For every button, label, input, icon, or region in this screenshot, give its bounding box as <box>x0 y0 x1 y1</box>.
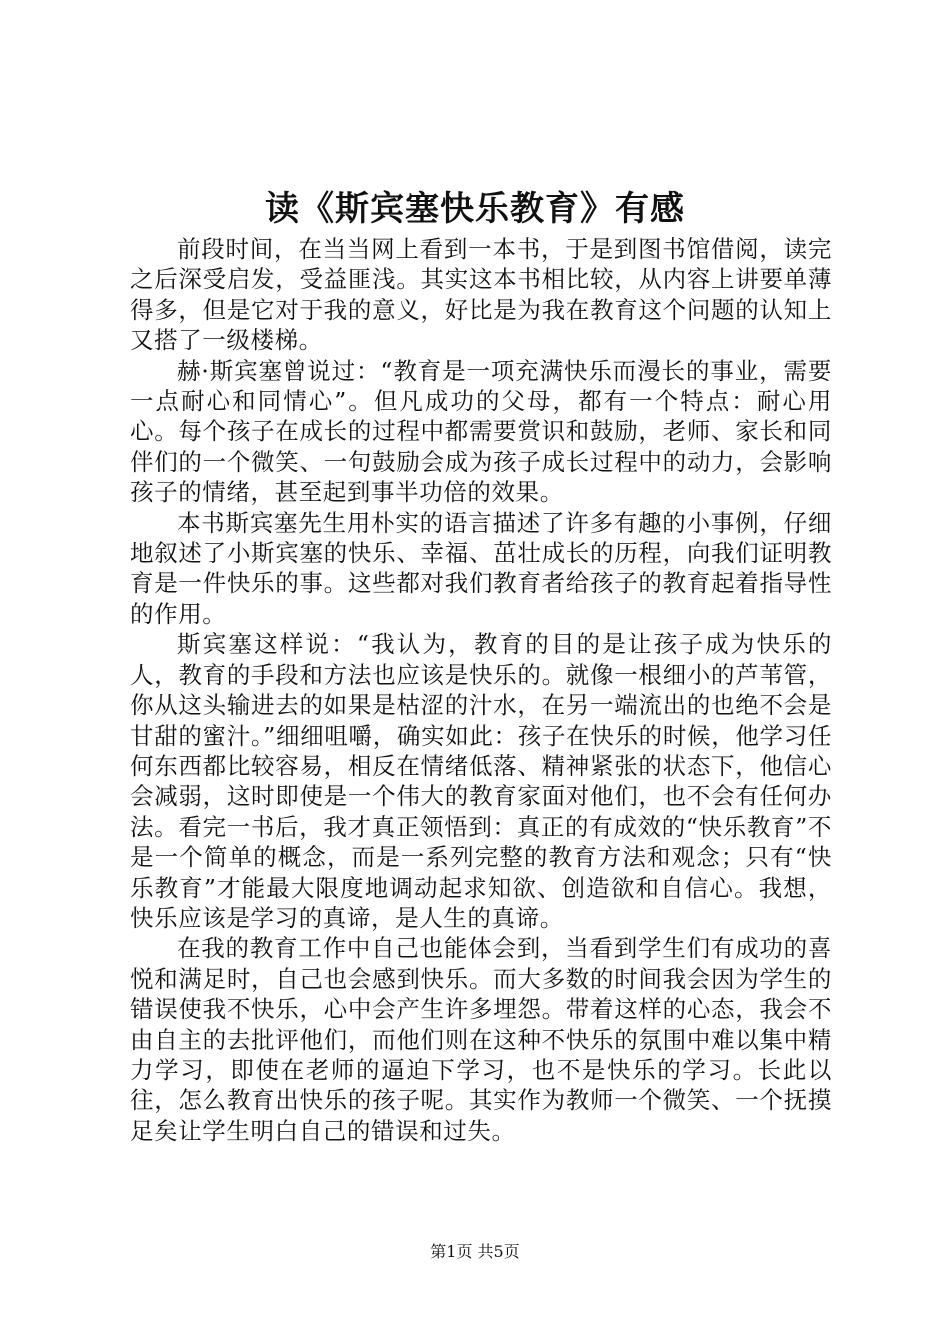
document-title: 读《斯宾塞快乐教育》有感 <box>265 189 685 229</box>
document-body <box>130 234 832 1146</box>
paragraph: 本书斯宾塞先生用朴实的语言描述了许多有趣的小事例，仔细地叙述了小斯宾塞的快乐、幸福、茁壮成长的历程，向我们证明教育是一件快乐的事。这些都对我们教育者给孩子的教育起着指导性的作用。 <box>130 508 832 628</box>
paragraph: 前段时间，在当当网上看到一本书，于是到图书馆借阅，读完之后深受启发，受益匪浅。其实这本书相比较，从内容上讲要单薄得多，但是它对于我的意义，好比是为我在教育这个问题的认知上又搭了一级楼梯。 <box>130 235 832 355</box>
page-number-footer: 第1页 共5页 <box>430 1242 520 1261</box>
paragraph: 在我的教育工作中自己也能体会到，当看到学生们有成功的喜悦和满足时，自己也会感到快乐。而大多数的时间我会因为学生的错误使我不快乐，心中会产生许多埋怨。带着这样的心态，我会不由自主的去批评他们，而他们则在这种不快乐的氛围中难以集中精力学习，即使在老师的逼迫下学习，也不是快乐的学习。长此以往，怎么教育出快乐的孩子呢。其实作为教师一个微笑、一个抚摸足矣让学生明白自己的错误和过失。 <box>130 934 832 1145</box>
paragraph: 斯宾塞这样说：“我认为，教育的目的是让孩子成为快乐的人，教育的手段和方法也应该是快乐的。就像一根细小的芦苇管，你从这头输进去的如果是枯涩的汁水，在另一端流出的也绝不会是甘甜的蜜汁。”细细咀嚼，确实如此：孩子在快乐的时候，他学习任何东西都比较容易，相反在情绪低落、精神紧张的状态下，他信心会减弱，这时即使是一个伟大的教育家面对他们，也不会有任何办法。看完一书后，我才真正领悟到：真正的有成效的“快乐教育”不是一个简单的概念，而是一系列完整的教育方法和观念；只有“快乐教育”才能最大限度地调动起求知欲、创造欲和自信心。我想，快乐应该是学习的真谛，是人生的真谛。 <box>130 630 832 932</box>
paragraph: 赫·斯宾塞曾说过：“教育是一项充满快乐而漫长的事业，需要一点耐心和同情心”。但凡成功的父母，都有一个特点：耐心用心。每个孩子在成长的过程中都需要赏识和鼓励，老师、家长和同伴们的一个微笑、一句鼓励会成为孩子成长过程中的动力，会影响孩子的情绪，甚至起到事半功倍的效果。 <box>130 356 832 507</box>
